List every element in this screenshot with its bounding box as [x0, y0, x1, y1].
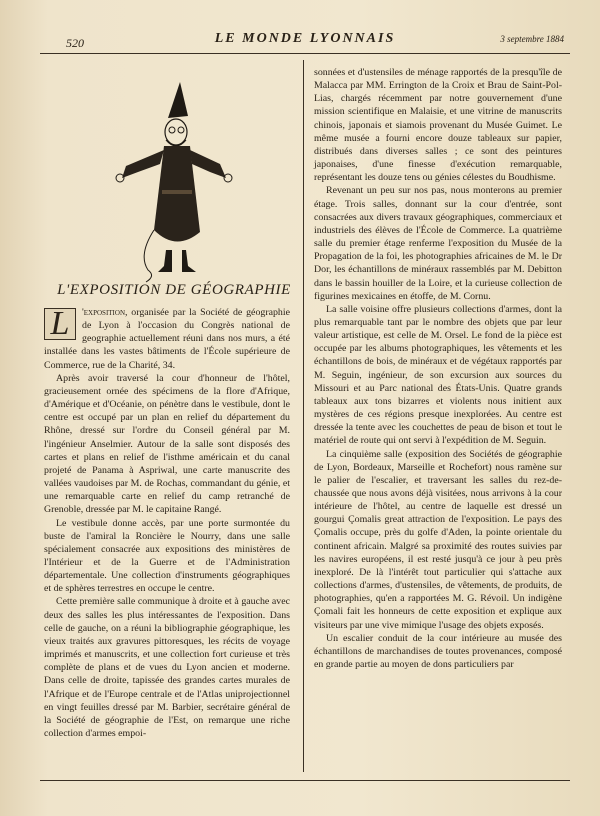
paragraph	[44, 306, 290, 372]
issue-date: 3 septembre 1884	[500, 34, 564, 44]
footer-rule	[40, 780, 570, 781]
journal-title: LE MONDE LYONNAIS	[214, 31, 396, 46]
paragraph: Un escalier conduit de la cour intérieure au musée des échantillons de marchandises de toutes provenances, composé en grande partie au moyen de dons particuliers par	[314, 632, 562, 671]
page-number: 520	[66, 36, 84, 50]
column-divider	[303, 60, 304, 772]
article-title: L'EXPOSITION DE GÉOGRAPHIE	[57, 282, 291, 298]
page-header	[40, 28, 570, 48]
first-word: 'exposition	[82, 307, 125, 318]
paragraph: La cinquième salle (exposition des Sociétés de géographie de Lyon, Bordeaux, Marseille et Rochefort) nous ramène sur le palier de l'escalier, et traversant les salles du rez-de-chaussée que nous avons déjà visitées, nous arrivons à la cour intérieure de l'hôtel, au centre de laquelle est dressé un gourgui Çomalis great attraction de l'exposition. Le pays des Çomalis occupe, près du golfe d'Aden, la pointe orientale du continent africain. Malgré sa proximité des routes suivies par les navires européens, il est resté jusqu'à ce jour à peu près inexploré. De là l'intérêt tout particulier qui s'attache aux collections d'armes, d'ustensiles, de vêtements, de produits, de photographies, qu'en a rapportées M. G. Révoil. Un indigène Çomali fait les honneurs de cette exposition et explique aux visiteurs par une vive mimique l'usage des objets exposés.	[314, 448, 562, 631]
paragraph: Revenant un peu sur nos pas, nous monterons au premier étage. Trois salles, donnant sur la cour d'entrée, sont consacrées aux divers travaux géographiques, commerciaux et industriels des élèves de l'École de Commerce. La quatrième salle du premier étage renferme l'exposition du Musée de la Propagation de la foi, les photographies africaines de M. le Dr Dor, les échantillons de minéraux rassemblés par M. Debitton dans le bassin houiller de la Loire, et la curieuse collection de figurines mexicaines en étoffe, de M. Cornu.	[314, 185, 562, 302]
header-rule	[40, 53, 570, 54]
paragraph: Le vestibule donne accès, par une porte surmontée du buste de l'amiral la Roncière le Nourry, dans une salle spécialement consacrée aux expositions des ministères de l'Intérieur et de la Guerre et de l'Administration départementale. Une collection d'instruments géographiques et de sphères terrestres en occupe le centre.	[44, 517, 290, 595]
paragraph-text: , organisée par la Société de géographie de Lyon à l'occasion du Congrès national de geographie actuellement réuni dans nos murs, a été installée dans les vastes bâtiments de l'École supérieure de Commerce, rue de la Charité, 34.	[44, 307, 290, 371]
paragraph: Cette première salle communique à droite et à gauche avec deux des salles les plus intéressantes de l'exposition. Dans celle de gauche, on a réuni la bibliographie géographique, les vieux traités aux gravures pittoresques, les récits de voyage imprimés et manuscrits, et une collection fort curieuse et très complète de plans et de vues du Lyon ancien et moderne. Dans celle de droite, tapissée des grandes cartes murales de l'Afrique et de l'Europe centrale et de l'Atlas uniprojectionnel en vingt feuilles dressé par M. Barbier, secrétaire général de la Société de géographie de l'Est, on remarque une riche collection d'armes empoi-	[44, 596, 290, 739]
article-right-column	[314, 66, 562, 671]
paragraph: La salle voisine offre plusieurs collections d'armes, dont la plus remarquable tant par le nombre des objets que par leur valeur artistique, est celle de M. Orsel. Le fond de la pièce est occupée par les albums photographiques, les vêtements et les échantillons de bois, de minéraux et de végétaux rapportés par M. Seguin, ingénieur, de son excursion aux sources du Missouri et au Parc national des États-Unis. Quatre grands tableaux aux tons bizarres et violents nous initient aux mystères de ces régions presque inexplorées. Au centre est dressée la tente avec les couchettes de peau de bison et tout le matériel de route qui ont servi à l'expédition de M. Seguin.	[314, 303, 562, 447]
figure-with-pointed-hat-illustration	[108, 80, 238, 290]
article-left-column	[44, 306, 290, 740]
paragraph: Après avoir traversé la cour d'honneur de l'hôtel, gracieusement ornée des spécimens de la flore d'Afrique, d'Amérique et d'Océanie, on pénètre dans le vestibule, dont le centre est occupé par un plan en relief du département du Rhône, dressé sur l'ordre du Conseil général par M. l'ingénieur Anselmier. Autour de la salle sont disposés des cartes et plans en relief de l'isthme américain et du canal projeté de Panama à Aspriwal, une carte manuscrite des vallées vaudoises par M. de Rochas, commandant du génie, et une remarquable carte en relief du camp retranché de Grenoble, dressée par M. le capitaine Rangé.	[44, 372, 290, 516]
drop-cap: L	[44, 308, 76, 340]
paragraph: sonnées et d'ustensiles de ménage rapportés de la presqu'île de Malacca par MM. Errington de la Croix et Brau de Saint-Pol-Lias, chargés récemment par notre gouvernement d'une mission scientifique en Malaisie, et une vitrine de manuscrits chinois, japonais et siamois provenant du Musée Guimet. Le même musée a fourni encore douze tableaux sur papier, distribués dans diverses salles ; ce sont des peintures japonaises, d'une finesse d'exécution remarquable, représentant les douze tens ou génies célestes du Boudhisme.	[314, 67, 562, 184]
